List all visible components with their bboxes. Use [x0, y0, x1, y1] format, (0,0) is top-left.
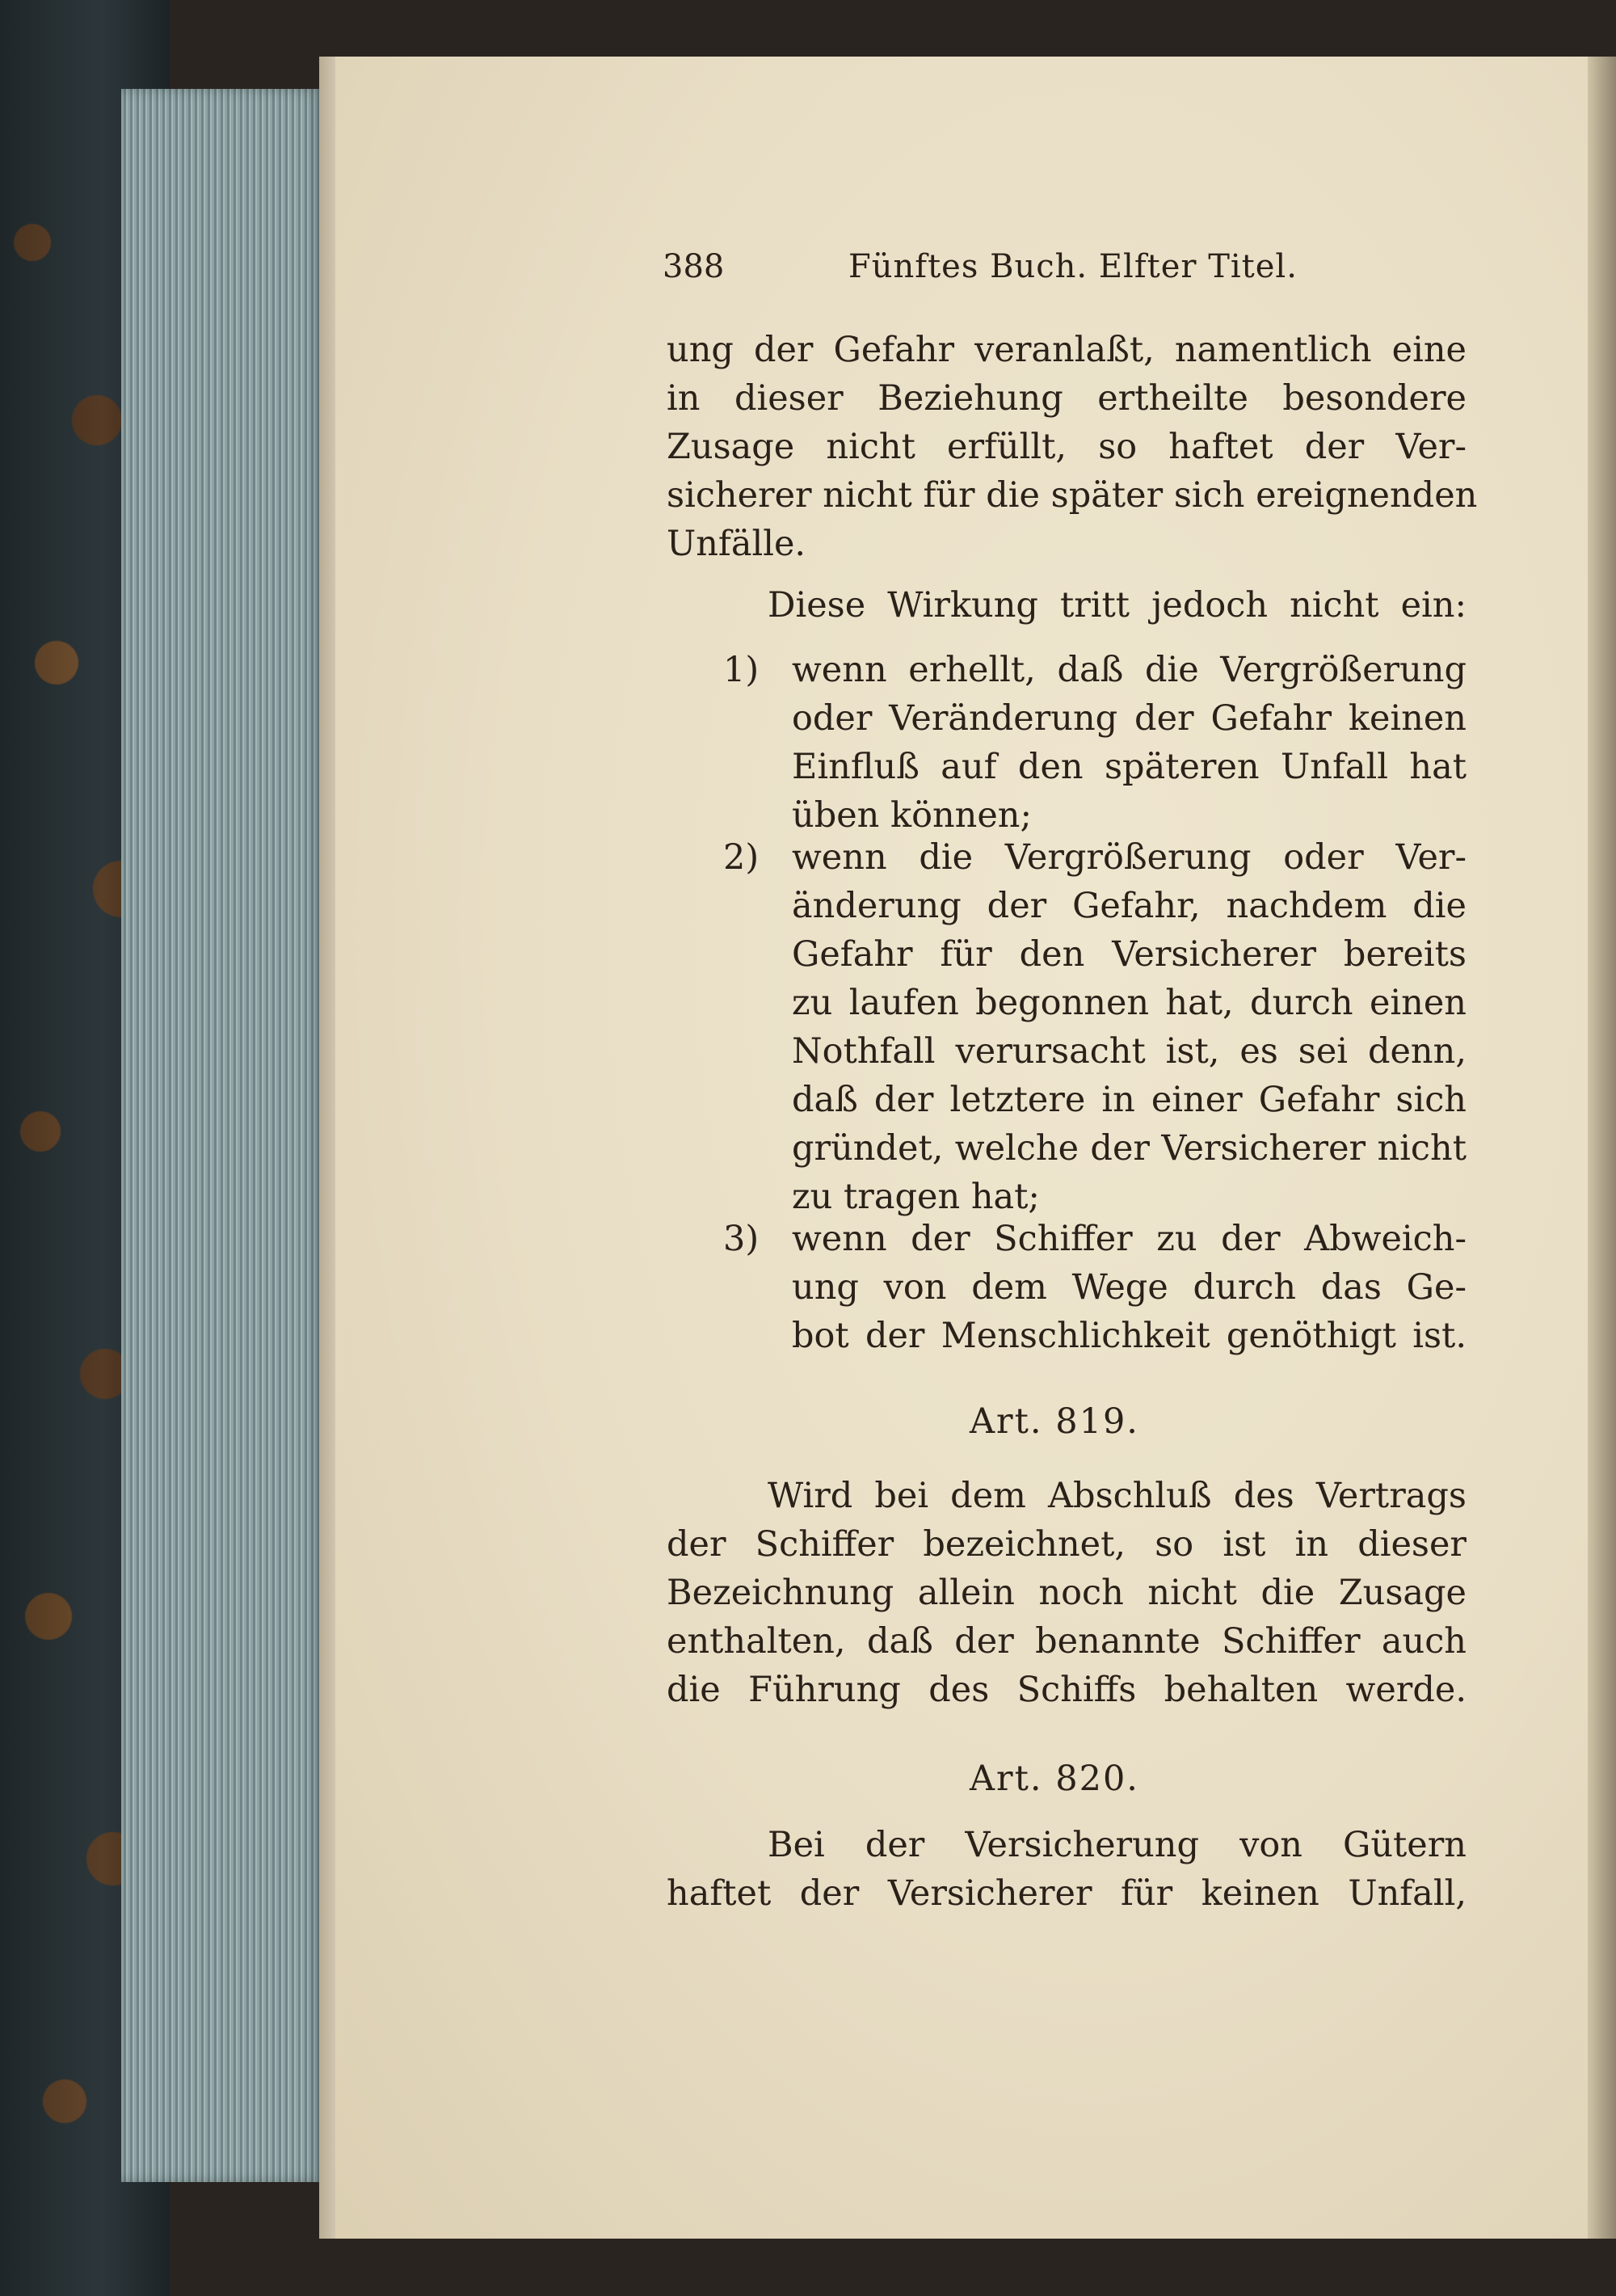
- text-line: Wird bei dem Abschluß des Vertrags: [768, 1476, 1467, 1516]
- text-line: haftet der Versicherer für keinen Unfall,: [667, 1873, 1467, 1914]
- text-line: enthalten, daß der benannte Schiffer auch: [667, 1621, 1467, 1662]
- text-line: sicherer nicht für die später sich ereignenden: [667, 475, 1478, 516]
- article-heading: Art. 820.: [970, 1759, 1139, 1799]
- paragraph-intro: Diese Wirkung tritt jedoch nicht ein:: [768, 585, 1467, 626]
- text-line: Nothfall verursacht ist, es sei denn,: [792, 1031, 1467, 1072]
- list-marker: 3): [723, 1219, 760, 1259]
- text-line: zu laufen begonnen hat, durch einen: [792, 983, 1467, 1023]
- list-marker: 2): [723, 837, 760, 878]
- text-line: daß der letztere in einer Gefahr sich: [792, 1080, 1467, 1120]
- text-line: gründet, welche der Versicherer nicht: [792, 1128, 1467, 1169]
- text-line: in dieser Beziehung ertheilte besondere: [667, 378, 1467, 419]
- text-line: der Schiffer bezeichnet, so ist in dieser: [667, 1524, 1467, 1565]
- text-line: oder Veränderung der Gefahr keinen: [792, 698, 1467, 739]
- text-line: Gefahr für den Versicherer bereits: [792, 934, 1467, 975]
- text-line: Bei der Versicherung von Gütern: [768, 1825, 1467, 1865]
- page-number: 388: [663, 248, 725, 285]
- text-line: änderung der Gefahr, nachdem die: [792, 886, 1467, 926]
- list-marker: 1): [723, 650, 760, 690]
- facing-page-edge: [1588, 57, 1616, 2239]
- text-line: wenn erhellt, daß die Vergrößerung: [792, 650, 1467, 690]
- text-line: wenn die Vergrößerung oder Ver-: [792, 837, 1467, 878]
- text-line: bot der Menschlichkeit genöthigt ist.: [792, 1316, 1467, 1356]
- article-heading: Art. 819.: [970, 1401, 1139, 1442]
- text-line: wenn der Schiffer zu der Abweich-: [792, 1219, 1467, 1259]
- text-line: Unfälle.: [667, 524, 806, 564]
- text-line: Zusage nicht erfüllt, so haftet der Ver-: [667, 427, 1467, 467]
- text-line: ung von dem Wege durch das Ge-: [792, 1267, 1467, 1308]
- page-edges: [121, 89, 323, 2182]
- text-line: ung der Gefahr veranlaßt, namentlich eine: [667, 330, 1467, 370]
- text-line: die Führung des Schiffs behalten werde.: [667, 1670, 1467, 1710]
- running-title: Fünftes Buch. Elfter Titel.: [848, 248, 1298, 285]
- text-line: Bezeichnung allein noch nicht die Zusage: [667, 1573, 1467, 1613]
- text-line: üben können;: [792, 795, 1032, 836]
- text-line: Einfluß auf den späteren Unfall hat: [792, 747, 1467, 787]
- text-line: zu tragen hat;: [792, 1177, 1040, 1217]
